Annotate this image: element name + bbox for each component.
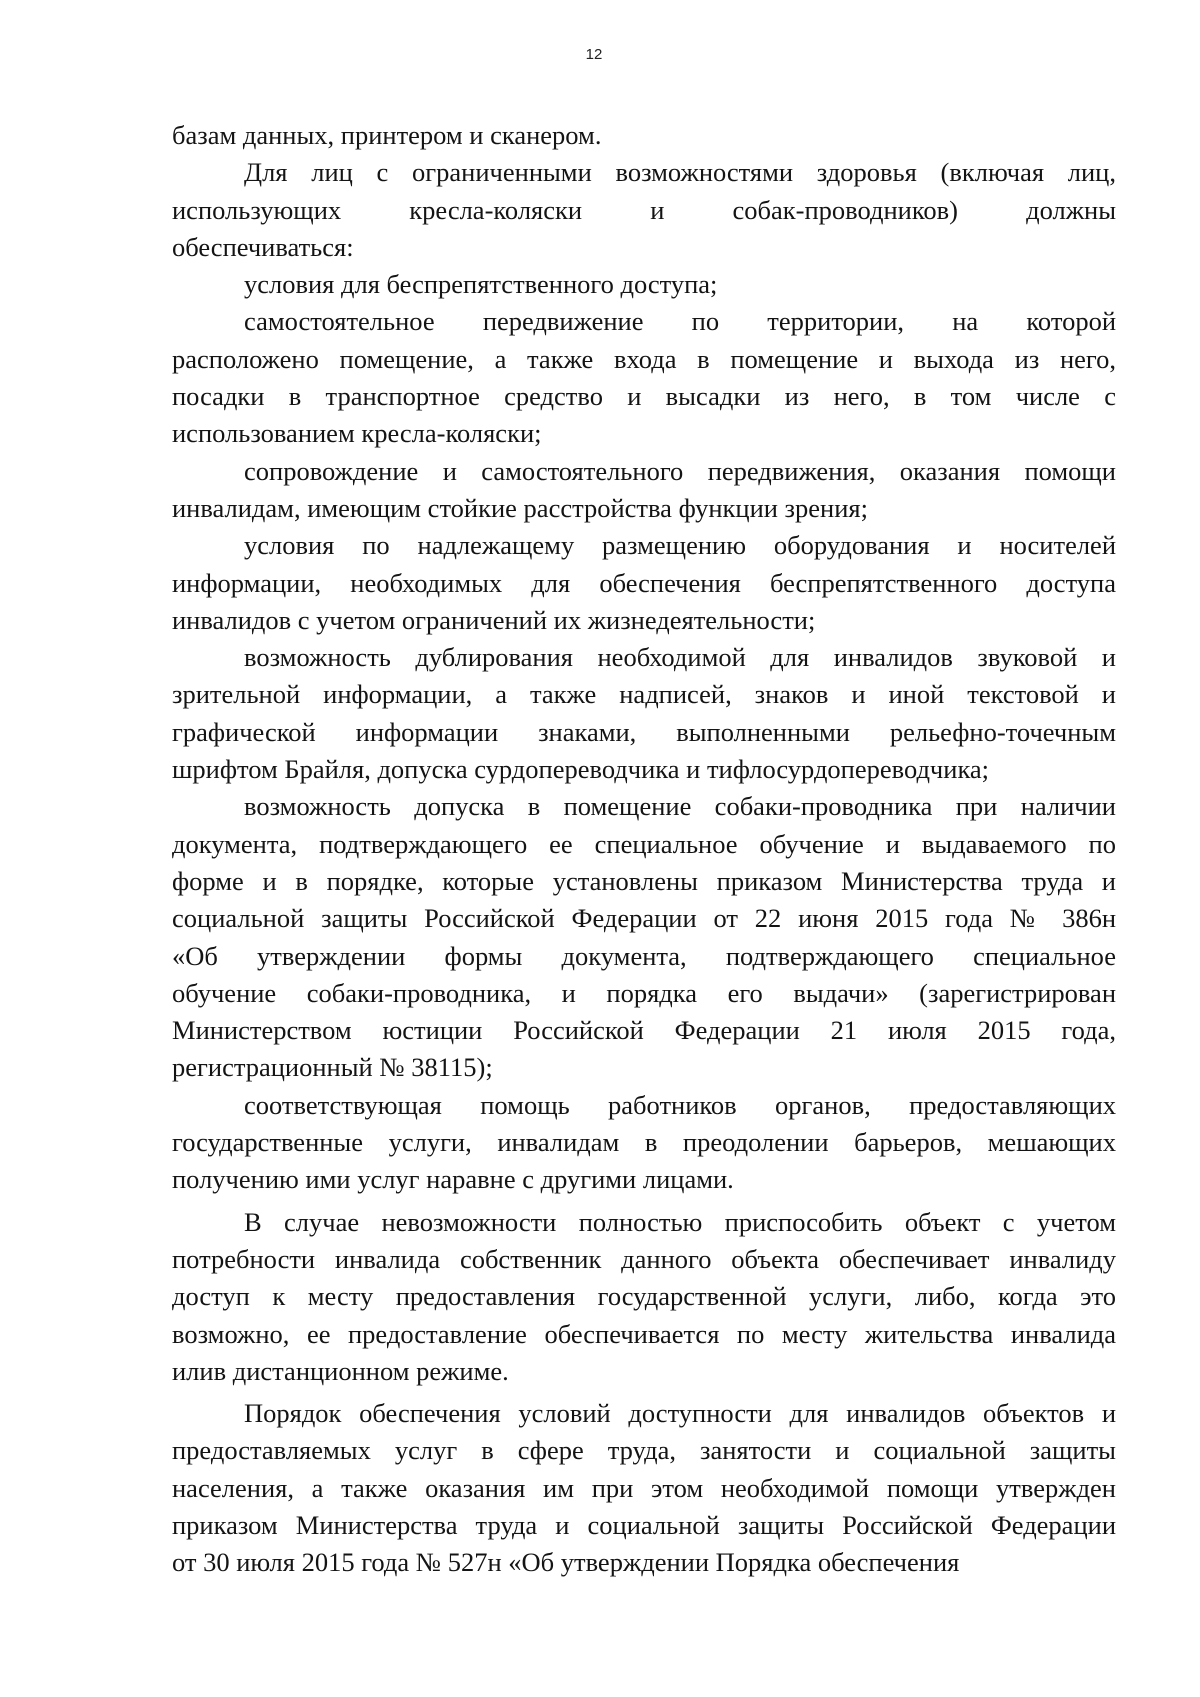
text-line: государственные услуги, инвалидам в преодолении барьеров, мешающих: [172, 1127, 1116, 1158]
text-line: документа, подтверждающего ее специальное обучение и выдаваемого по: [172, 828, 1116, 859]
text-line: условия для беспрепятственного доступа;: [244, 269, 718, 300]
paragraph: [172, 303, 1116, 452]
paragraph: [172, 266, 1116, 303]
text-line: шрифтом Брайля, допуска сурдопереводчика и тифлосурдопереводчика;: [172, 754, 990, 785]
text-line: посадки в транспортное средство и высадки из него, в том числе с: [172, 381, 1116, 412]
page-number: 12: [585, 46, 603, 63]
text-line: информации, необходимых для обеспечения беспрепятственного доступа: [172, 567, 1116, 598]
text-line: инвалидам, имеющим стойкие расстройства функции зрения;: [172, 492, 868, 523]
text-line: получению ими услуг наравне с другими лицами.: [172, 1164, 734, 1195]
text-line: Министерством юстиции Российской Федерации 21 июля 2015 года,: [172, 1015, 1116, 1046]
text-line: базам данных, принтером и сканером.: [172, 120, 602, 150]
paragraph: [172, 1087, 1116, 1199]
text-line: населения, а также оказания им при этом необходимой помощи утвержден: [172, 1472, 1116, 1503]
paragraph: [172, 1395, 1116, 1581]
text-line: приказом Министерства труда и социальной защиты Российской Федерации: [172, 1509, 1116, 1540]
text-line: расположено помещение, а также входа в помещение и выхода из него,: [172, 343, 1116, 374]
text-line: возможно, ее предоставление обеспечивается по месту жительства инвалида: [172, 1318, 1116, 1349]
body-text: [172, 117, 1116, 1582]
paragraph: [172, 639, 1116, 788]
paragraph: [172, 788, 1116, 1086]
paragraph: [172, 1204, 1116, 1390]
text-line: социальной защиты Российской Федерации от 22 июня 2015 года № 386н: [172, 903, 1116, 934]
text-line: В случае невозможности полностью приспособить объект с учетом: [244, 1206, 1116, 1237]
text-line: зрительной информации, а также надписей, знаков и иной текстовой и: [172, 679, 1116, 710]
text-line: возможность дублирования необходимой для инвалидов звуковой и: [244, 642, 1116, 673]
text-line: потребности инвалида собственник данного объекта обеспечивает инвалиду: [172, 1243, 1116, 1274]
paragraph: [172, 154, 1116, 266]
text-line: от 30 июля 2015 года № 527н «Об утверждении Порядка обеспечения: [172, 1547, 960, 1578]
text-line: регистрационный № 38115);: [172, 1052, 493, 1083]
text-line: обучение собаки-проводника, и порядка его выдачи» (зарегистрирован: [172, 977, 1116, 1008]
text-line: сопровождение и самостоятельного передвижения, оказания помощи: [244, 455, 1116, 486]
text-line: обеспечиваться:: [172, 231, 354, 262]
text-line: предоставляемых услуг в сфере труда, занятости и социальной защиты: [172, 1435, 1116, 1466]
text-line: Порядок обеспечения условий доступности для инвалидов объектов и: [244, 1398, 1116, 1429]
text-line: использующих кресла-коляски и собак-проводников) должны: [172, 194, 1116, 225]
text-line: условия по надлежащему размещению оборудования и носителей: [244, 530, 1116, 561]
paragraph: [172, 527, 1116, 639]
text-line: Для лиц с ограниченными возможностями здоровья (включая лиц,: [244, 157, 1116, 188]
text-line: графической информации знаками, выполненными рельефно-точечным: [172, 716, 1116, 747]
text-line: илив дистанционном режиме.: [172, 1355, 509, 1386]
paragraph: [172, 453, 1116, 528]
text-line: использованием кресла-коляски;: [172, 418, 542, 449]
text-line: возможность допуска в помещение собаки-проводника при наличии: [244, 791, 1116, 822]
paragraph: [172, 117, 1116, 154]
text-line: самостоятельное передвижение по территории, на которой: [244, 306, 1116, 337]
text-line: инвалидов с учетом ограничений их жизнедеятельности;: [172, 604, 816, 635]
text-line: доступ к месту предоставления государственной услуги, либо, когда это: [172, 1281, 1116, 1312]
text-line: «Об утверждении формы документа, подтверждающего специальное: [172, 940, 1116, 971]
text-line: соответствующая помощь работников органов, предоставляющих: [244, 1089, 1116, 1120]
text-line: форме и в порядке, которые установлены приказом Министерства труда и: [172, 865, 1116, 896]
